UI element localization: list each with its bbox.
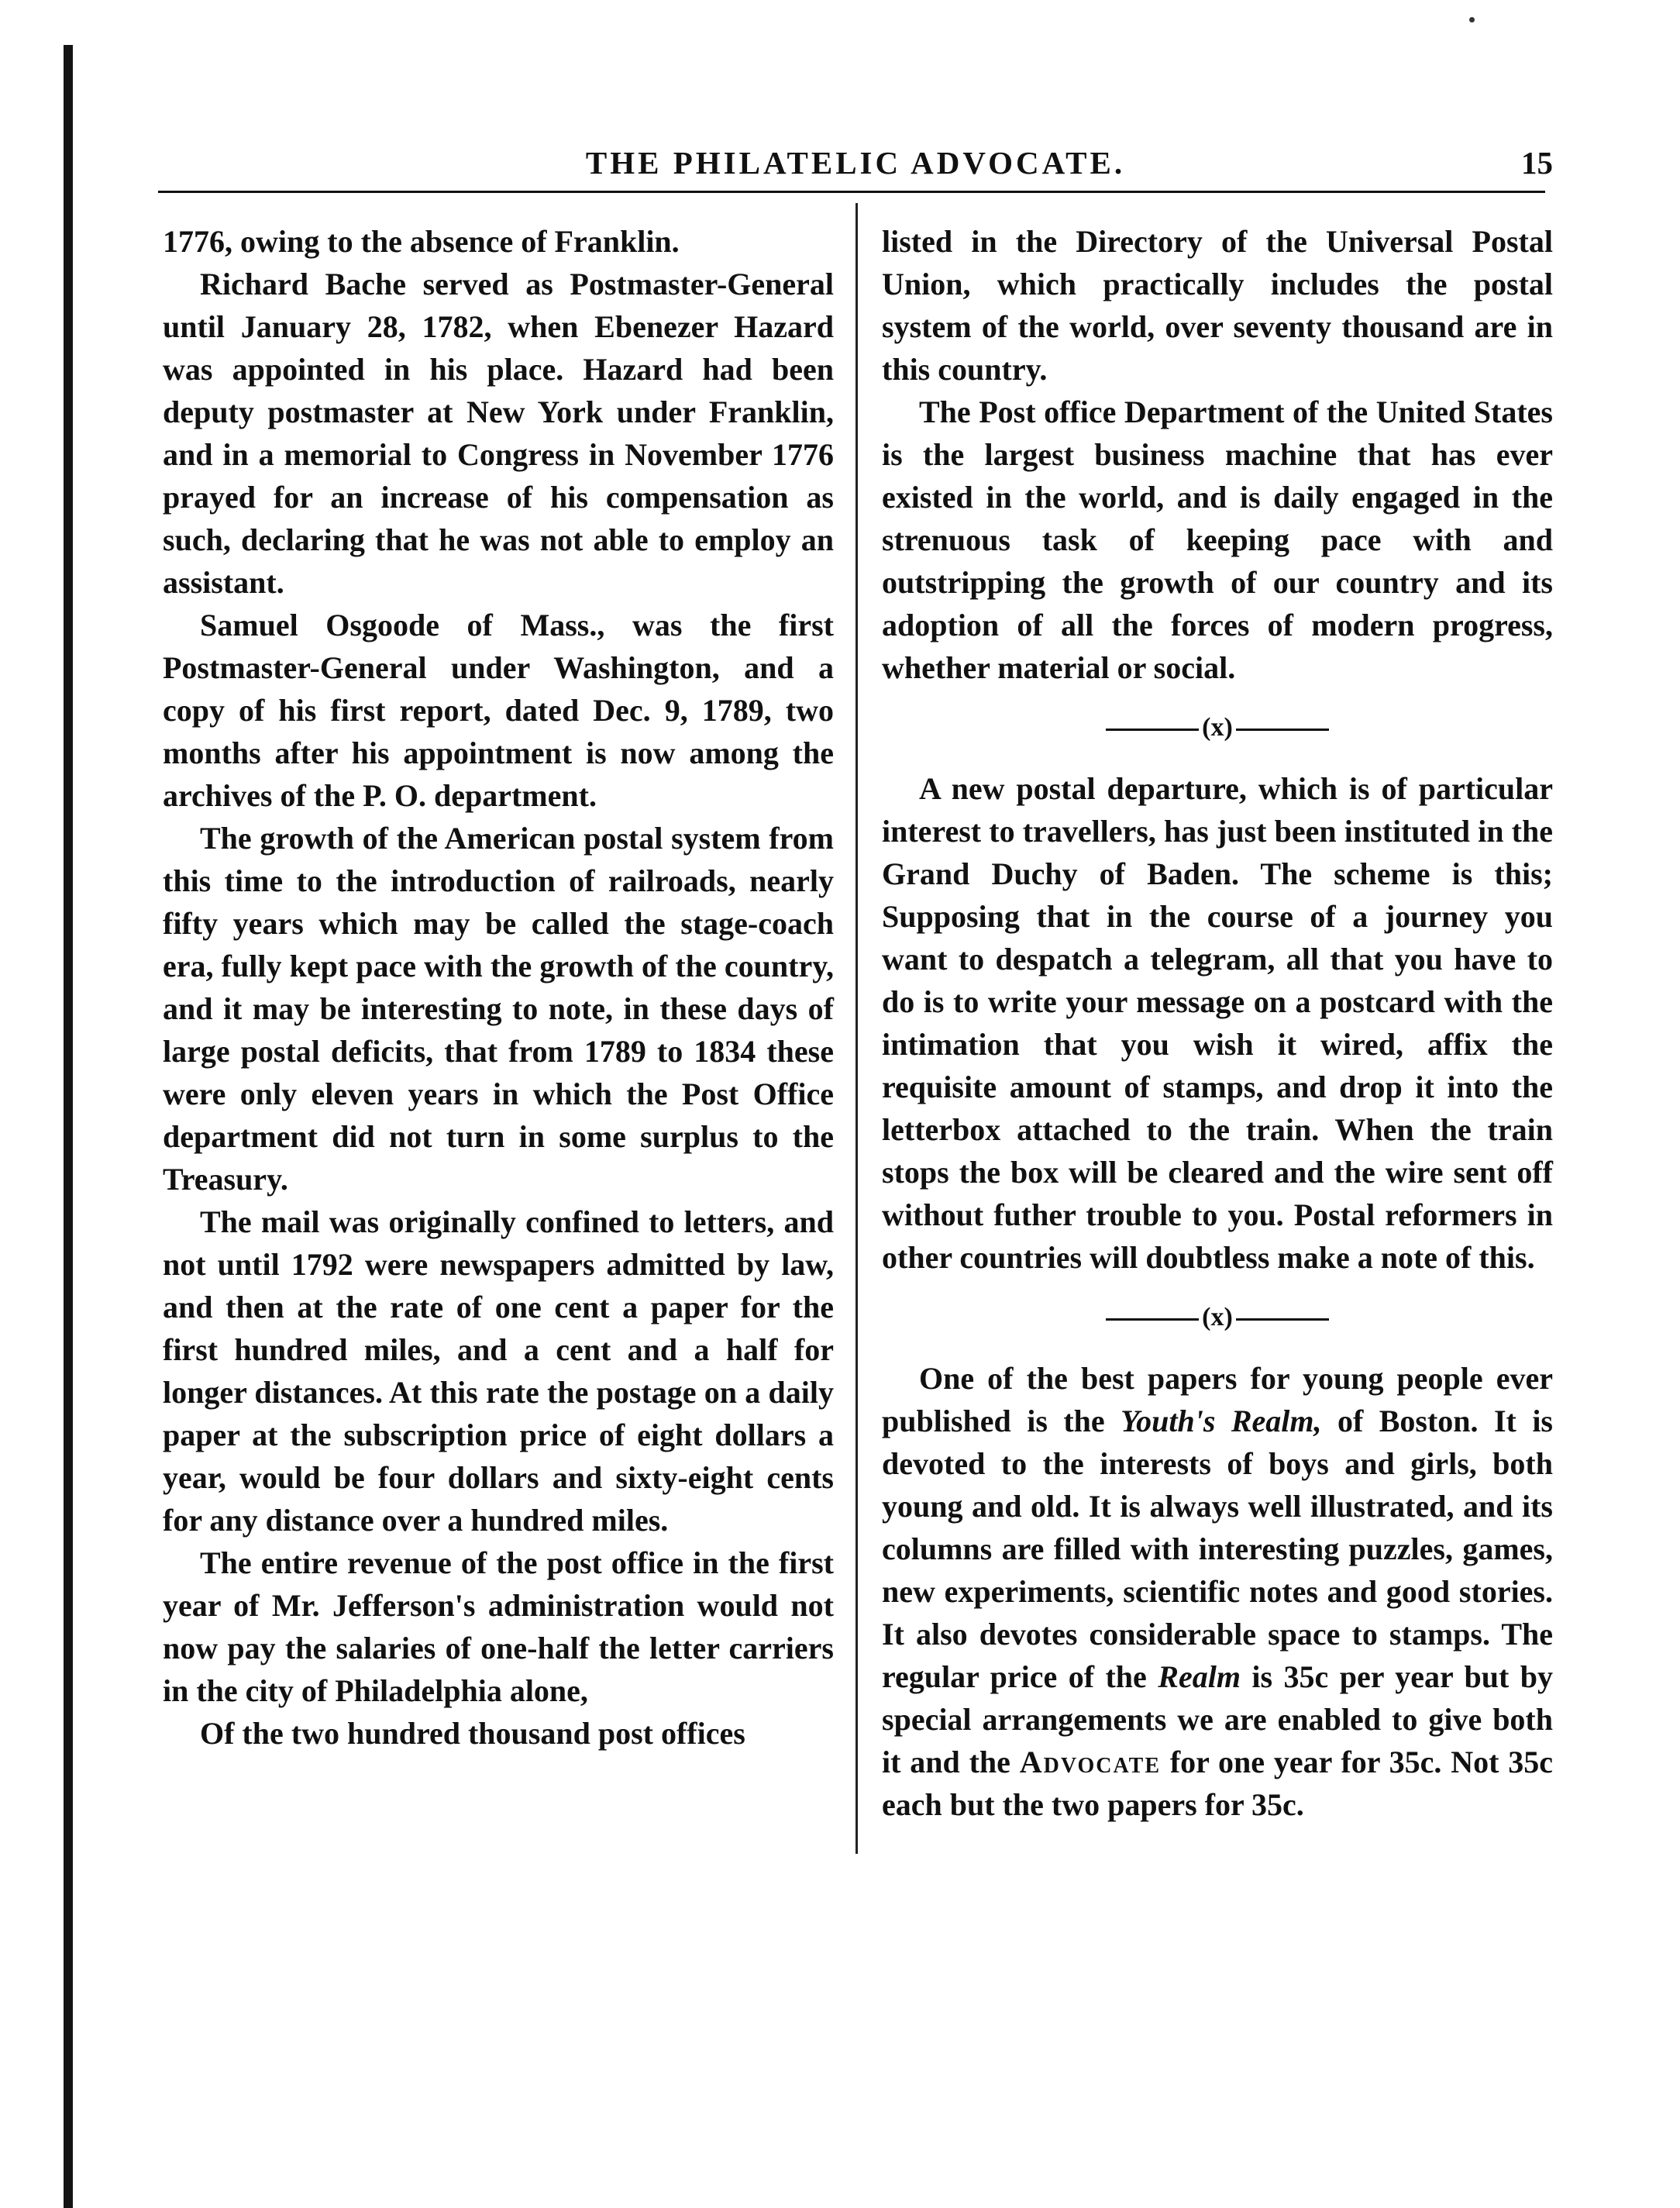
header-rule xyxy=(158,191,1545,193)
page-spine-edge xyxy=(64,45,73,2208)
separator-dash xyxy=(1106,729,1199,731)
paragraph: Richard Bache served as Postmaster-General until January 28, 1782, when Ebenezer Hazard was appointed in his place. Hazard had been deputy postmaster at New York under Franklin, and in a memorial to Congress in November 1776 prayed for an increase of his compensation as such, declaring that he was not able to employ an assistant. xyxy=(163,267,834,600)
section-separator xyxy=(882,706,1553,749)
paragraph: 1776, owing to the absence of Franklin. xyxy=(163,224,680,259)
paragraph: A new postal departure, which is of particular interest to travellers, has just been instituted in the Grand Duchy of Baden. The scheme is this; Supposing that in the course of a journey you want to despatch a telegram, all that you have to do is to write your message on a postcard with the intimation that you wish it wired, affix the requisite amount of stamps, and drop it into the letterbox attached to the train. When the train stops the box will be cleared and the wire sent off without futher trouble to you. Postal reformers in other countries will doubtless make a note of this. xyxy=(882,771,1553,1275)
page-number: 15 xyxy=(1521,145,1553,181)
paragraph: Of the two hundred thousand post offices xyxy=(200,1716,745,1751)
publication-title: Youth's Realm, xyxy=(1121,1404,1322,1438)
paragraph: listed in the Directory of the Universal Postal Union, which practically includes the postal system of the world, over seventy thousand are in this country. xyxy=(882,224,1553,387)
paragraph: The Post office Department of the United States is the largest business machine that has ever existed in the world, and is daily engaged in the strenuous task of keeping pace with and outstripping the growth of our country and its adoption of all the forces of modern progress, whether material or social. xyxy=(882,394,1553,685)
journal-title: THE PHILATELIC ADVOCATE. xyxy=(585,145,1126,181)
publication-title: Realm xyxy=(1158,1659,1241,1694)
column-divider xyxy=(855,203,858,1854)
section-separator xyxy=(882,1296,1553,1338)
paragraph: The growth of the American postal system from this time to the introduction of railroads, nearly fifty years which may be called the stage-coach era, fully kept pace with the growth of the country, and it may be interesting to note, in these days of large postal deficits, that from 1789 to 1834 these were only eleven years in which the Post Office department did not turn in some surplus to the Treasury. xyxy=(163,821,834,1197)
page-header xyxy=(158,144,1553,191)
separator-mark: (x) xyxy=(1202,1303,1233,1331)
separator-dash xyxy=(1106,1318,1199,1321)
left-column xyxy=(163,220,834,1755)
separator-mark: (x) xyxy=(1202,713,1233,742)
separator-dash xyxy=(1236,729,1329,731)
print-speck xyxy=(1469,17,1475,22)
paragraph xyxy=(882,1357,1553,1826)
text-run: is 35c per year but by special arrangements we are enabled to give both it and the xyxy=(882,1659,1554,1779)
text-run: One of the best papers for young people ever published is the xyxy=(882,1361,1553,1438)
paragraph: The entire revenue of the post office in the first year of Mr. Jefferson's administration would not now pay the salaries of one-half the letter carriers in the city of Philadelphia alone, xyxy=(163,1545,834,1708)
text-run: for one year for 35c. Not 35c each but the two papers for 35c. xyxy=(882,1745,1553,1822)
paragraph: Samuel Osgoode of Mass., was the first Postmaster-General under Washington, and a copy of his first report, dated Dec. 9, 1789, two months after his appointment is now among the archives of the P. O. department. xyxy=(163,608,834,813)
paragraph: The mail was originally confined to letters, and not until 1792 were newspapers admitted by law, and then at the rate of one cent a paper for the first hundred miles, and a cent and a half for longer distances. At this rate the postage on a daily paper at the subscription price of eight dollars a year, would be four dollars and sixty-eight cents for any distance over a hundred miles. xyxy=(163,1204,834,1538)
text-run: of Boston. It is devoted to the interests of boys and girls, both young and old. It is always well illustrated, and its columns are filled with interesting puzzles, games, new experiments, scientific notes and good stories. It also devotes considerable space to stamps. The regular price of the xyxy=(882,1404,1553,1694)
separator-dash xyxy=(1236,1318,1329,1321)
right-column xyxy=(882,220,1553,1826)
publication-name: Advocate xyxy=(1019,1745,1161,1779)
